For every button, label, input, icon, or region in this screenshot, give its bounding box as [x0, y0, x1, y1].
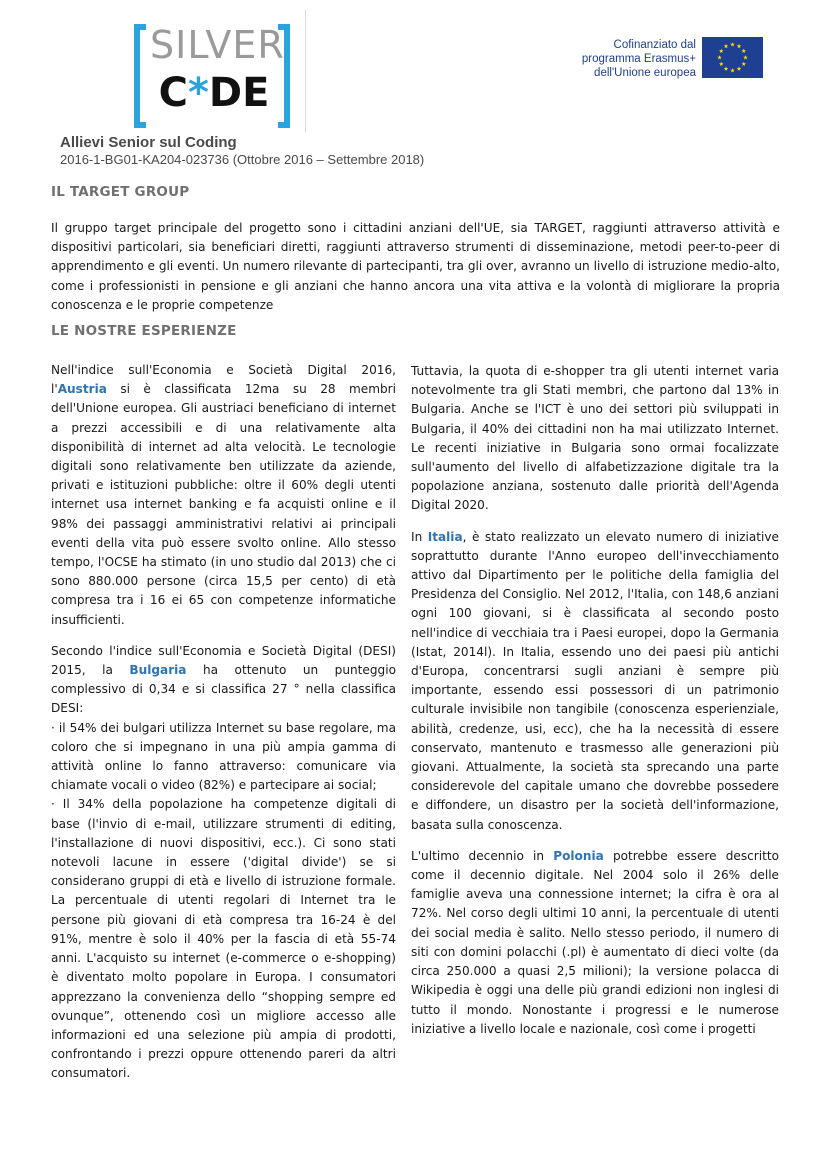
logo-silver-text: SILVER	[150, 23, 285, 67]
logo-left-bracket	[134, 24, 146, 128]
eu-text-line2: programma Erasmus+	[581, 53, 696, 65]
logo-star-icon: *	[187, 70, 209, 116]
eu-star-icon	[743, 55, 748, 59]
bulgaria-text-pre: Secondo l'indice sull'Economia e Società Digital (DESI) 2015, la	[51, 643, 396, 678]
eu-star-icon	[719, 62, 724, 66]
country-poland: Polonia	[553, 848, 604, 863]
logo-right-bracket	[278, 24, 290, 128]
italy-text-pre: In	[411, 529, 428, 544]
eu-star-icon	[730, 42, 735, 46]
austria-text-post: si è classificata 12ma su 28 membri dell'Unione europea. Gli austriaci beneficiano di internet a prezzi accessibili e di una relativamente alta disponibilità di internet ad alta velocità. Le tecnologie digitali sono relativamente ben utilizzate da aziende, privati e istituzioni pubbliche: oltre il 60% degli utenti internet usa internet banking e fa acquisti online e il 98% dei passaggi amministrativi relativi ai principali eventi della vita può essere svolto online. Allo stesso tempo, l'OCSE ha stimato (in uno studio dal 2013) che ci sono 880.000 persone (circa 15,5 per cento) di età compresa tra i 16 ei 65 con competenze informatiche insufficienti.	[51, 382, 396, 627]
eu-text-line3: dell'Unione europea	[594, 67, 696, 79]
logo-divider	[305, 10, 306, 132]
logo-code-c: C	[158, 70, 188, 116]
eu-star-icon	[737, 44, 742, 48]
logo-code-text	[150, 68, 278, 118]
bulgaria-bullet-2: · Il 34% della popolazione ha competenze digitali di base (l'invio di e-mail, utilizzare strumenti di editing, l'installazione di nuovi dispositivi, ecc.). Ci sono stati notevoli lacune in essere ('digital divide') se si considerano gruppi di età e livello di istruzione formale. La percentuale di utenti regolari di Internet tra le persone più giovani di età compresa tra 16-24 è del 91%, mentre è solo il 40% per la fascia di età 55-74 anni. L'acquisto su internet (e-commerce o e-shopping) è diventato molto popolare in Europa. I consumatori apprezzano la convenienza dello “shopping sempre ed ovunque”, ottenendo così un migliore accesso alle informazioni ed una selezione più ampia di prodotti, confrontando i prezzi oppure ottenendo pareri da altri consumatori.	[51, 797, 396, 1081]
austria-paragraph	[51, 361, 396, 630]
eu-star-icon	[724, 66, 729, 70]
austria-text-pre: Nell'indice sull'Economia e Società Digital 2016, l'	[51, 363, 396, 397]
bulgaria-bullet-1: · il 54% dei bulgari utilizza Internet su base regolare, ma coloro che si impegnano in una più ampia gamma di attività online lo fanno attraverso: comunicare via chiamate vocali o video (82%) e partecipare ai social;	[51, 720, 396, 793]
logo-code-de: DE	[208, 70, 270, 116]
country-austria: Austria	[57, 382, 107, 397]
poland-text-post: potrebbe essere descritto come il decennio digitale. Nel 2004 solo il 26% delle famiglie aveva una connessione internet; la cifra è ora al 72%. Nel corso degli ultimi 10 anni, la percentuale di utenti dei social media è salito. Nello stesso periodo, il numero di siti con domini polacchi (.pl) è aumentato di dieci volte (da circa 250.000 a quasi 2,5 milioni); la versione polacca di Wikipedia è oggi una delle più grandi edizioni non inglesi di tutto il mondo. Nonostante i progressi e le numerose iniziative a livello locale e nazionale, così come i progetti	[411, 848, 779, 1036]
eu-star-icon	[737, 66, 742, 70]
poland-text-pre: L'ultimo decennio in	[411, 848, 554, 863]
italy-text-post: , è stato realizzato un elevato numero di iniziative soprattutto durante l'Anno europeo dell'invecchiamento attivo dal Dipartimento per le politiche della famiglia del Presidenza del Consiglio. Nel 2012, l'Italia, con 148,6 anziani ogni 100 giovani, si è classificata al secondo posto nell'indice di vecchiaia tra i Paesi europei, dopo la Germania (Istat, 2014l). In Italia, essendo uno dei paesi più antichi d'Europa, concentrarsi sugli anziani è sempre più importante, essendo essi possessori di un patrimonio culturale invisibile non tangibile (conoscenza esperienziale, abilità, credenze, usi, ecc), che ha la necessità di essere conservato, mantenuto e trasmesso alle generazioni più giovani. Attualmente, la società sta sprecando una parte considerevole del capitale umano che dovrebbe possedere e diffondere, un disastro per la società dell'informazione, basata sulla conoscenza.	[411, 529, 780, 832]
silver-code-logo	[128, 18, 306, 134]
eu-star-icon	[741, 49, 746, 53]
left-column	[51, 361, 396, 1084]
project-subtitle: 2016-1-BG01-KA204-023736 (Ottobre 2016 – Settembre 2018)	[60, 152, 425, 167]
project-title: Allievi Senior sul Coding	[60, 134, 237, 151]
eu-star-icon	[741, 62, 746, 66]
country-bulgaria: Bulgaria	[129, 663, 187, 678]
poland-paragraph	[411, 847, 779, 1039]
eu-star-icon	[719, 49, 724, 53]
bulgaria-continued-paragraph: Tuttavia, la quota di e-shopper tra gli utenti internet varia notevolmente tra gli Stati membri, che partono dal 13% in Bulgaria. Anche se l'ICT è uno dei settori più sviluppati in Bulgaria, il 40% dei cittadini non ha mai utilizzato Internet. Le recenti iniziative in Bulgaria sono ormai focalizzate sull'aumento del livello di alfabetizzazione digitale tra la popolazione anziana, sostenuto dalle priorità dell'Agenda Digital 2020.	[411, 364, 779, 513]
eu-star-icon	[730, 68, 735, 72]
country-italy: Italia	[427, 529, 463, 544]
right-column	[411, 362, 779, 1039]
eu-cofunding-text	[560, 38, 696, 80]
eu-star-icon	[724, 44, 729, 48]
target-group-text: Il gruppo target principale del progetto sono i cittadini anziani dell'UE, sia TARGET, raggiunti attraverso attività e dispositivi particolari, sia beneficiari diretti, raggiunti attraverso strumenti di disseminazione, metodi peer-to-peer di apprendimento e gli eventi. Un numero rilevante di partecipanti, tra gli over, avranno un livello di istruzione medio-alto, come i professionisti in pensione e gli anziani che hanno ancora una vita attiva e la volontà di migliorare la propria conoscenza e le proprie competenze	[51, 221, 780, 312]
bulgaria-text-post: ha ottenuto un punteggio complessivo di 0,34 e si classifica 27 ° nella classifica DESI:	[51, 663, 396, 716]
eu-star-icon	[717, 55, 722, 59]
bulgaria-paragraph	[51, 642, 396, 719]
eu-flag-icon	[702, 37, 763, 78]
eu-text-line1: Cofinanziato dal	[613, 39, 696, 51]
target-group-heading: IL TARGET GROUP	[51, 184, 190, 200]
experiences-heading: LE NOSTRE ESPERIENZE	[51, 323, 237, 339]
eu-stars-icon	[702, 37, 763, 78]
italy-paragraph	[411, 528, 779, 835]
